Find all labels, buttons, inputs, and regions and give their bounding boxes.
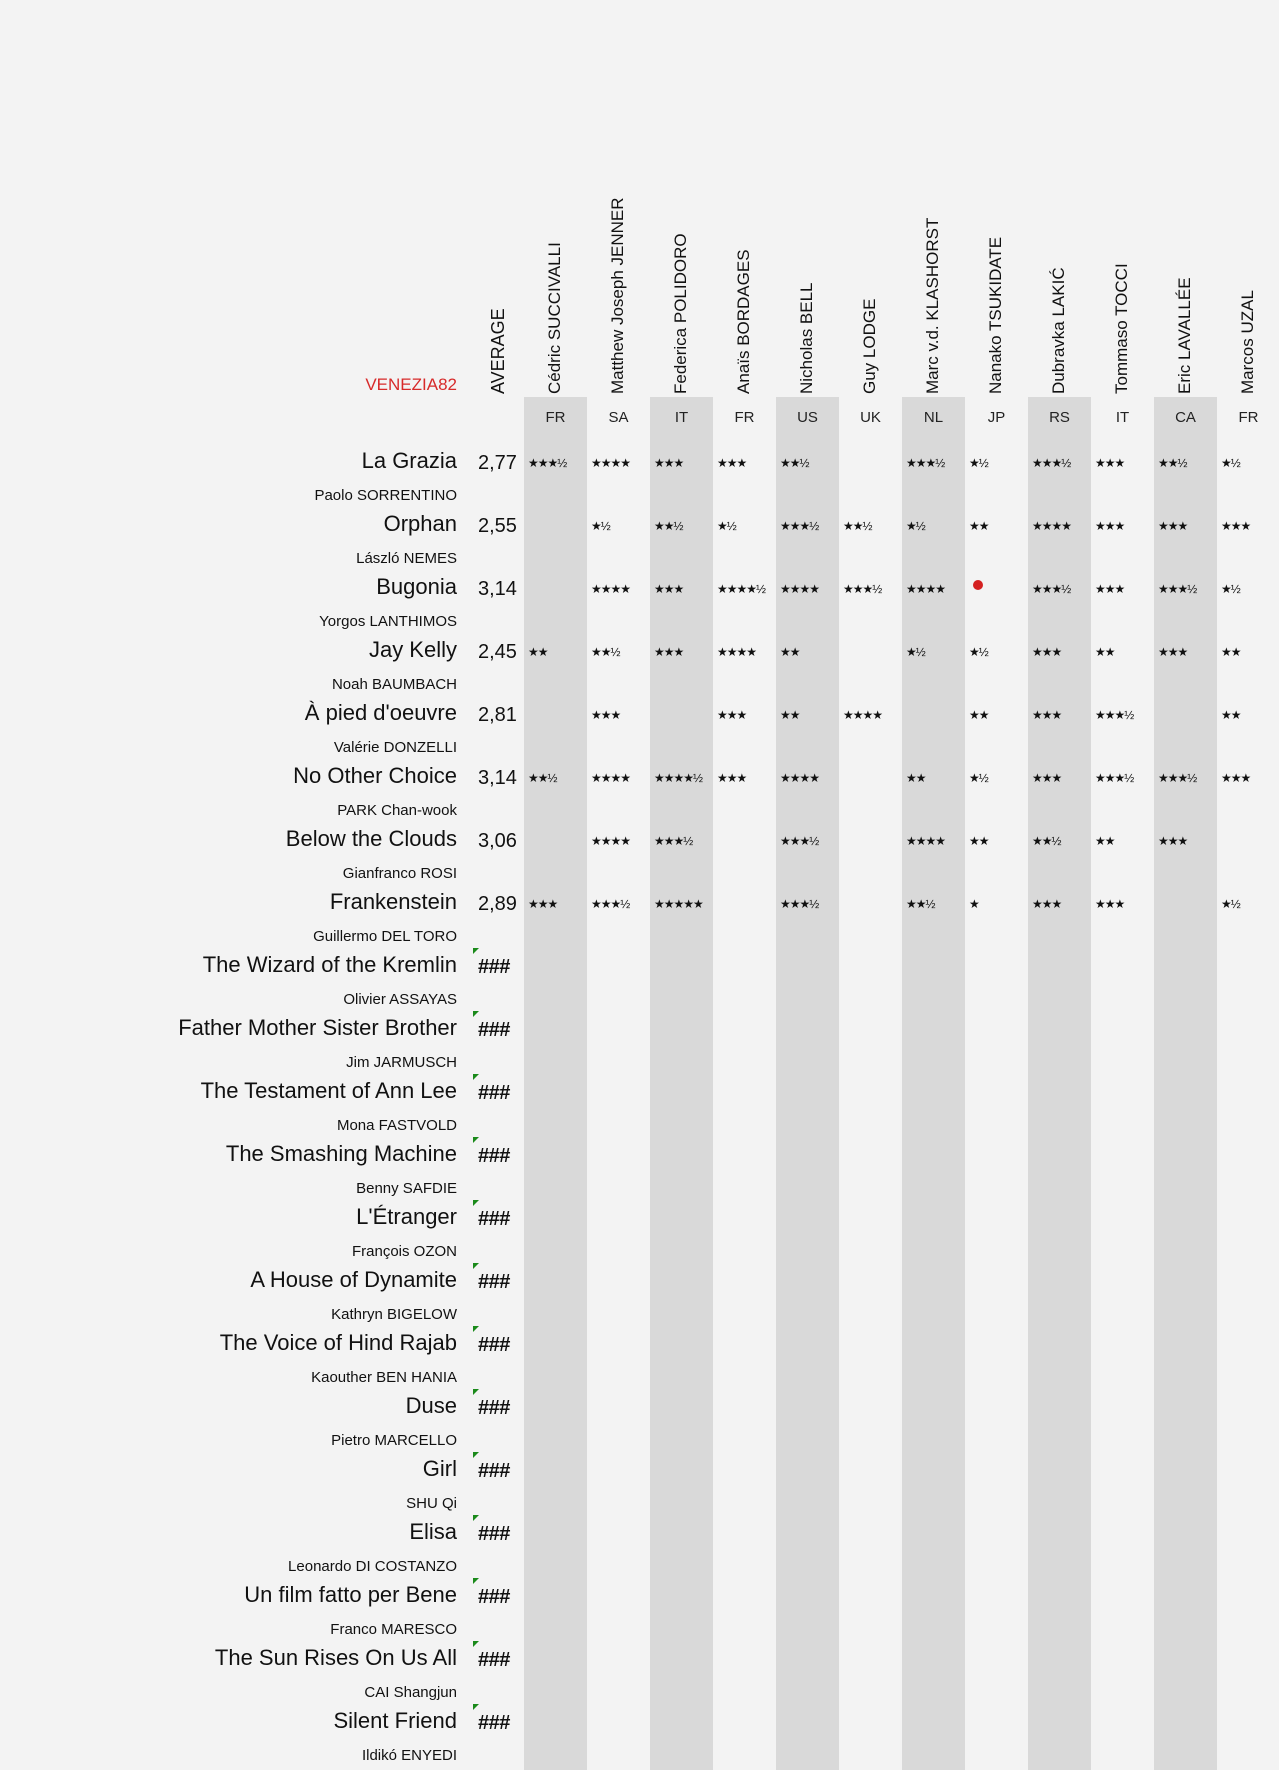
rating-stars: ★½ [906,519,925,533]
critic-country: US [797,409,818,426]
rating-stars: ★★★★ [591,582,631,596]
critic-name: Marc v.d. KLASHORST [923,217,942,394]
rating-stars: ★★★½ [1032,456,1071,470]
rating-stars: ★★★ [717,708,747,722]
rating-stars: ★★½ [1032,834,1061,848]
rating-stars: ★★★ [654,582,684,596]
film-director: Mona FASTVOLD [336,1117,457,1134]
rating-stars: ★★½ [654,519,683,533]
column-stripe [1154,397,1217,1770]
film-title: Duse [405,1393,457,1418]
film-title: Frankenstein [329,889,457,914]
rating-stars: ★★★ [1095,897,1125,911]
rating-stars: ★★★ [654,456,684,470]
rating-stars: ★★★★ [591,771,631,785]
rating-stars: ★★★½ [654,834,693,848]
rating-stars: ★★★★ [591,456,631,470]
rating-stars: ★★½ [843,519,872,533]
rating-stars: ★★ [1095,834,1115,848]
film-director: Kaouther BEN HANIA [311,1369,457,1386]
critic-country: UK [860,409,881,426]
film-title: The Sun Rises On Us All [214,1645,457,1670]
rating-stars: ★★★½ [1158,771,1197,785]
film-title: The Testament of Ann Lee [200,1078,457,1103]
film-director: Pietro MARCELLO [331,1432,457,1449]
rating-stars: ★★★ [591,708,621,722]
film-title: Un film fatto per Bene [244,1582,457,1607]
critic-name: Cédric SUCCIVALLI [545,242,564,394]
column-stripe [650,397,713,1770]
rating-stars: ★★ [1095,645,1115,659]
rating-stars: ★½ [717,519,736,533]
rating-stars: ★★★ [1095,519,1125,533]
critic-name: Eric LAVALLÉE [1175,277,1194,394]
rating-stars: ★★★★ [843,708,883,722]
rating-stars: ★½ [969,456,988,470]
rating-stars: ★½ [969,771,988,785]
column-stripe [1028,397,1091,1770]
film-title: La Grazia [361,448,457,473]
film-average: 2,55 [478,515,517,537]
rating-stars: ★★½ [780,456,809,470]
rating-stars: ★★★★ [780,582,820,596]
film-director: PARK Chan-wook [337,802,457,819]
rating-stars: ★★ [528,645,548,659]
brand-label: VENEZIA82 [365,375,457,394]
rating-stars: ★★★★½ [717,582,766,596]
film-title: The Smashing Machine [225,1141,457,1166]
rating-stars: ★★★ [1221,519,1251,533]
rating-stars: ★★★ [1158,834,1188,848]
rating-stars: ★★★½ [843,582,882,596]
critic-country: JP [987,409,1006,426]
rating-stars: ★★ [969,834,989,848]
critic-name: Guy LODGE [860,298,879,394]
film-title: Elisa [409,1519,457,1544]
film-average: ### [478,1082,510,1104]
critic-name: Nanako TSUKIDATE [986,236,1005,394]
rating-stars: ★★★½ [528,456,567,470]
film-average: ### [478,956,510,978]
film-average: ### [478,1208,510,1230]
rating-stars: ★★★ [654,645,684,659]
rating-stars: ★½ [1221,897,1240,911]
film-title: The Voice of Hind Rajab [219,1330,457,1355]
rating-stars: ★★★ [1032,645,1062,659]
film-average: ### [478,1271,510,1293]
critic-name: Federica POLIDORO [671,233,690,394]
rating-dot [973,580,983,590]
film-title: L'Étranger [356,1204,457,1229]
film-director: François OZON [351,1243,457,1260]
film-title: Orphan [383,511,457,536]
rating-stars: ★ [969,897,979,911]
critic-country: RS [1049,409,1070,426]
critic-name: Matthew Joseph JENNER [608,197,627,394]
rating-stars: ★½ [591,519,610,533]
rating-stars: ★★★ [1158,645,1188,659]
film-average: ### [478,1334,510,1356]
film-average: ### [478,1460,510,1482]
film-director: Jim JARMUSCH [346,1054,457,1071]
critic-name: Anaïs BORDAGES [734,249,753,394]
film-director: Benny SAFDIE [356,1180,457,1197]
film-average: 2,45 [478,641,517,663]
rating-stars: ★★½ [528,771,557,785]
rating-stars: ★★ [1221,645,1241,659]
rating-stars: ★½ [1221,582,1240,596]
rating-stars: ★★★½ [906,456,945,470]
column-stripe [776,397,839,1770]
rating-stars: ★★★★ [1032,519,1072,533]
film-director: Paolo SORRENTINO [314,487,457,504]
rating-stars: ★★★ [1095,582,1125,596]
film-title: Father Mother Sister Brother [178,1015,457,1040]
rating-stars: ★★★½ [780,834,819,848]
film-average: ### [478,1019,510,1041]
rating-stars: ★★½ [906,897,935,911]
rating-stars: ★★★½ [1095,771,1134,785]
film-director: Kathryn BIGELOW [331,1306,457,1323]
film-average: ### [478,1145,510,1167]
rating-stars: ★★★★★ [654,897,703,911]
rating-stars: ★★★★ [717,645,757,659]
critic-country: IT [674,409,689,426]
film-average: 3,14 [478,767,517,789]
rating-stars: ★★★★ [780,771,820,785]
film-average: 2,89 [478,893,517,915]
rating-stars: ★★½ [1158,456,1187,470]
rating-stars: ★½ [1221,456,1240,470]
film-title: Bugonia [376,574,457,599]
rating-stars: ★½ [969,645,988,659]
film-average: 2,77 [478,452,517,474]
rating-stars: ★★★★ [906,582,946,596]
film-average: 2,81 [478,704,517,726]
film-director: Olivier ASSAYAS [343,991,457,1008]
critic-country: FR [734,409,755,426]
film-director: SHU Qi [406,1495,457,1512]
film-average: ### [478,1586,510,1608]
film-average: 3,06 [478,830,517,852]
rating-stars: ★★★★½ [654,771,703,785]
film-title: Silent Friend [333,1708,457,1733]
average-column-header: AVERAGE [488,308,508,394]
film-title: The Wizard of the Kremlin [202,952,457,977]
film-title: Below the Clouds [285,826,457,851]
rating-stars: ★★★½ [1032,582,1071,596]
rating-stars: ★★★ [717,456,747,470]
critic-name: Marcos UZAL [1238,290,1257,394]
film-average: ### [478,1712,510,1734]
critic-country: FR [1238,409,1259,426]
critic-name: Tommaso TOCCI [1112,263,1131,394]
film-title: Girl [422,1456,457,1481]
film-average: 3,14 [478,578,517,600]
rating-stars: ★★ [780,708,800,722]
rating-stars: ★★ [1221,708,1241,722]
film-director: Gianfranco ROSI [342,865,457,882]
rating-stars: ★★½ [591,645,620,659]
rating-stars: ★★★½ [780,519,819,533]
film-title: A House of Dynamite [250,1267,457,1292]
film-average: ### [478,1649,510,1671]
rating-stars: ★★★½ [1158,582,1197,596]
film-average: ### [478,1523,510,1545]
rating-stars: ★★ [780,645,800,659]
rating-stars: ★★★½ [591,897,630,911]
critic-name: Nicholas BELL [797,282,816,394]
film-director: Guillermo DEL TORO [313,928,457,945]
column-stripe [524,397,587,1770]
rating-stars: ★★ [969,519,989,533]
rating-stars: ★★★ [528,897,558,911]
rating-stars: ★★★ [1032,708,1062,722]
critic-name: Dubravka LAKIĆ [1049,267,1068,394]
rating-stars: ★★★ [1221,771,1251,785]
rating-stars: ★★★★ [906,834,946,848]
critic-country: IT [1115,409,1130,426]
critic-country: SA [608,409,629,426]
rating-stars: ★★★½ [1095,708,1134,722]
film-director: Leonardo DI COSTANZO [288,1558,457,1575]
film-director: Franco MARESCO [330,1621,457,1638]
critic-country: CA [1175,409,1196,426]
rating-stars: ★★ [969,708,989,722]
film-director: Ildikó ENYEDI [361,1747,457,1764]
critic-country: NL [923,409,944,426]
column-stripe [902,397,965,1770]
film-title: À pied d'oeuvre [304,700,457,725]
rating-stars: ★★★ [1032,771,1062,785]
rating-stars: ★★★ [1158,519,1188,533]
rating-stars: ★★★½ [780,897,819,911]
critic-country: FR [545,409,566,426]
rating-stars: ★½ [906,645,925,659]
film-title: No Other Choice [293,763,457,788]
film-director: CAI Shangjun [364,1684,457,1701]
film-director: László NEMES [356,550,457,567]
rating-stars: ★★★★ [591,834,631,848]
film-director: Noah BAUMBACH [331,676,457,693]
rating-stars: ★★★ [1032,897,1062,911]
film-title: Jay Kelly [368,637,457,662]
film-director: Yorgos LANTHIMOS [319,613,457,630]
rating-stars: ★★★ [717,771,747,785]
film-average: ### [478,1397,510,1419]
film-director: Valérie DONZELLI [333,739,457,756]
rating-stars: ★★★ [1095,456,1125,470]
rating-stars: ★★ [906,771,926,785]
